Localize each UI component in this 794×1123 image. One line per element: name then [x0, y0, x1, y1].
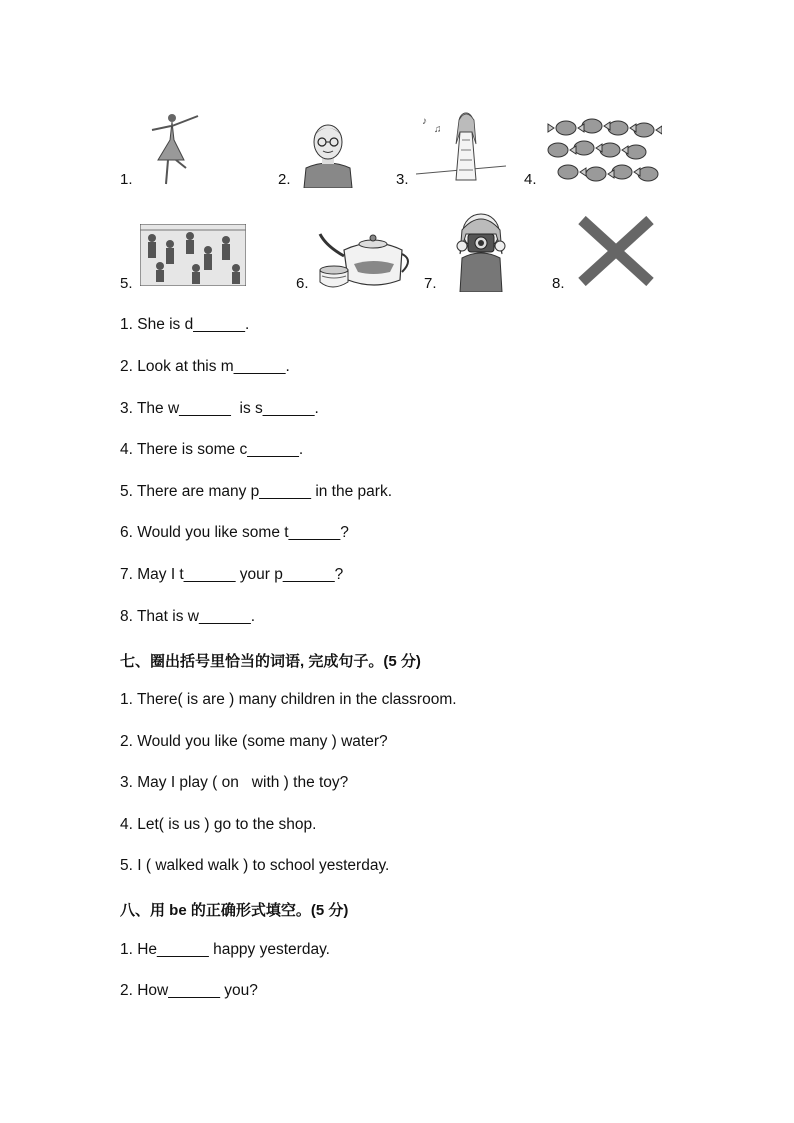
picture-item-7 [424, 212, 534, 292]
fill-sentence-5: 5. There are many p______ in the park. [120, 483, 392, 500]
picture-number: 7. [424, 275, 437, 292]
picture-number: 1. [120, 171, 133, 188]
circle-sentence-5: 5. I ( walked walk ) to school yesterday. [120, 857, 390, 874]
picture-number: 8. [552, 275, 565, 292]
section-7-heading: 七、圈出括号里恰当的词语, 完成句子。(5 分) [120, 653, 421, 670]
picture-item-2 [278, 108, 378, 188]
fill-sentence-4: 4. There is some c______. [120, 441, 304, 458]
circle-sentence-3: 3. May I play ( on with ) the toy? [120, 774, 349, 791]
be-sentence-2: 2. How______ you? [120, 982, 258, 999]
picture-item-3 [396, 108, 506, 188]
cross-mark-picture [578, 216, 654, 286]
fill-sentence-1: 1. She is d______. [120, 316, 250, 333]
picture-number: 2. [278, 171, 291, 188]
picture-row-1 [0, 108, 794, 188]
girl-singing-picture [416, 110, 506, 188]
picture-number: 5. [120, 275, 133, 292]
ballerina-picture [138, 110, 208, 188]
be-sentence-1: 1. He______ happy yesterday. [120, 941, 330, 958]
circle-sentence-4: 4. Let( is us ) go to the shop. [120, 816, 317, 833]
fill-sentence-7: 7. May I t______ your p______? [120, 566, 344, 583]
fill-sentence-2: 2. Look at this m______. [120, 358, 290, 375]
fill-sentence-8: 8. That is w______. [120, 608, 255, 625]
picture-item-6 [296, 212, 416, 292]
picture-item-5 [120, 212, 260, 292]
girl-with-camera-picture [448, 212, 514, 292]
fill-sentence-6: 6. Would you like some t______? [120, 524, 349, 541]
picture-item-4 [524, 108, 664, 188]
circle-sentence-2: 2. Would you like (some many ) water? [120, 733, 388, 750]
picture-row-2 [0, 212, 794, 292]
candies-picture [546, 116, 662, 188]
picture-item-1 [120, 108, 220, 188]
fill-sentence-3: 3. The w______ is s______. [120, 400, 319, 417]
man-with-glasses-picture [300, 120, 356, 188]
svg-text:♫: ♫ [434, 124, 442, 135]
section-8-heading: 八、用 be 的正确形式填空。(5 分) [120, 902, 349, 919]
svg-text:♪: ♪ [422, 116, 427, 127]
picture-number: 3. [396, 171, 409, 188]
people-in-park-picture [140, 224, 246, 286]
circle-sentence-1: 1. There( is are ) many children in the classroom. [120, 691, 457, 708]
teapot-and-cup-picture [318, 230, 414, 292]
picture-number: 4. [524, 171, 537, 188]
picture-number: 6. [296, 275, 309, 292]
picture-item-8 [552, 212, 662, 292]
